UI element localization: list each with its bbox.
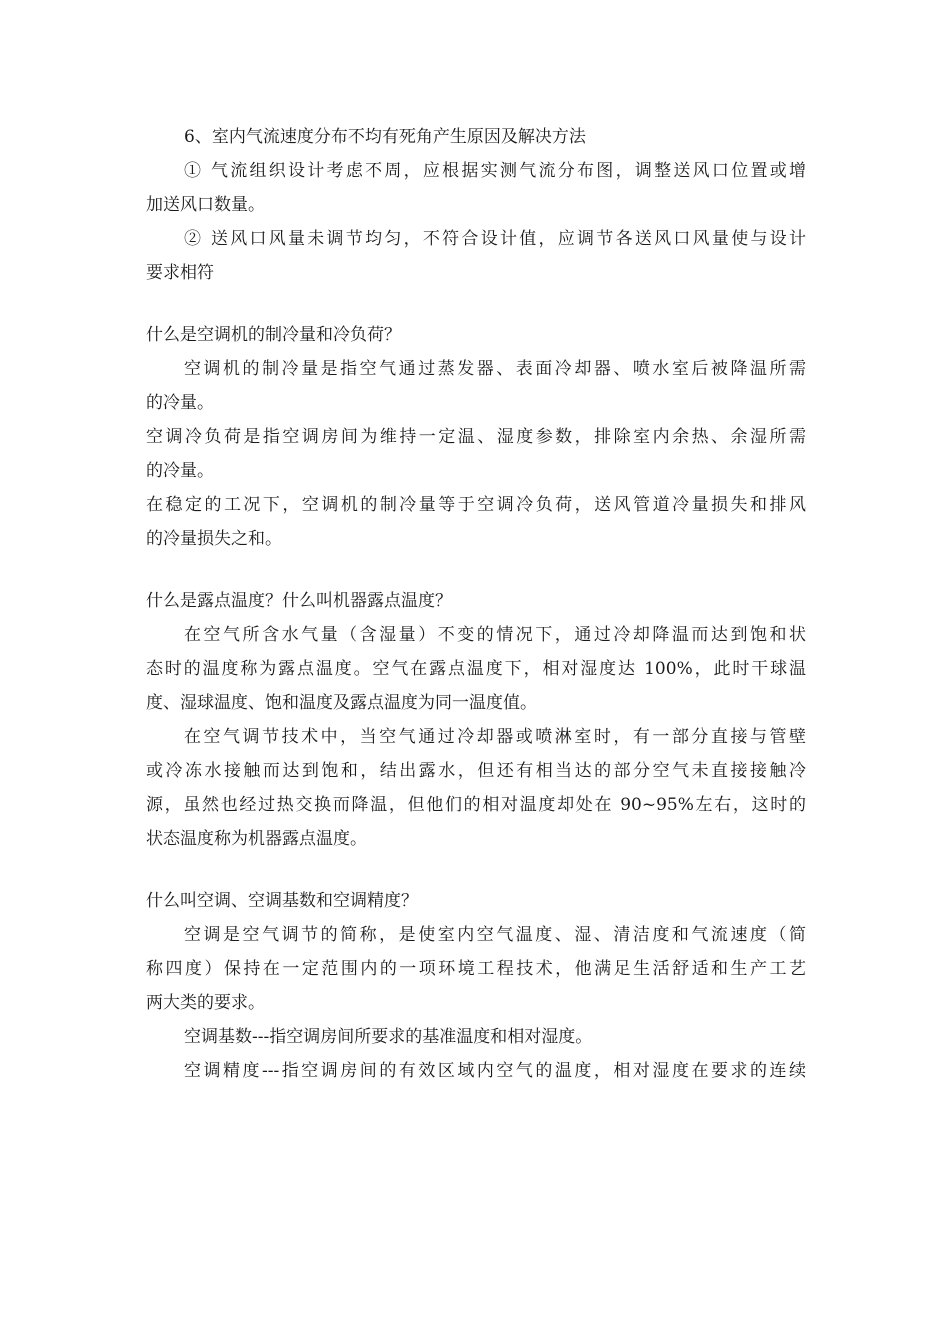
paragraph-line: 称四度）保持在一定范围内的一项环境工程技术，他满足生活舒适和生产工艺 (146, 959, 806, 979)
paragraph-line: 空调冷负荷是指空调房间为维持一定温、湿度参数，排除室内余热、余湿所需 (146, 427, 806, 447)
paragraph-line: 空调是空气调节的简称，是使室内空气温度、湿、清洁度和气流速度（简 (184, 925, 806, 945)
document-page (146, 120, 806, 1088)
paragraph-line: 的冷量损失之和。 (146, 529, 282, 549)
paragraph-line: 态时的温度称为露点温度。空气在露点温度下，相对湿度达 100%，此时干球温 (146, 659, 806, 679)
spacer (146, 856, 806, 884)
paragraph-line: 加送风口数量。 (146, 195, 265, 215)
paragraph-line: 空调精度---指空调房间的有效区域内空气的温度，相对湿度在要求的连续 (184, 1061, 806, 1081)
paragraph-line: 源，虽然也经过热交换而降温，但他们的相对温度却处在 90~95%左右，这时的 (146, 795, 806, 815)
paragraph-line: 空调基数---指空调房间所要求的基准温度和相对湿度。 (184, 1027, 593, 1047)
paragraph-line: 的冷量。 (146, 461, 214, 481)
paragraph-line: ① 气流组织设计考虑不周，应根据实测气流分布图，调整送风口位置或增 (184, 161, 806, 181)
paragraph-line: 的冷量。 (146, 393, 214, 413)
paragraph-line: 要求相符 (146, 263, 214, 283)
paragraph-line: 在空气所含水气量（含湿量）不变的情况下，通过冷却降温而达到饱和状 (184, 625, 806, 645)
paragraph-line: 度、湿球温度、饱和温度及露点温度为同一温度值。 (146, 693, 537, 713)
paragraph-line: 状态温度称为机器露点温度。 (146, 829, 367, 849)
spacer (146, 290, 806, 318)
paragraph-line: 或冷冻水接触而达到饱和，结出露水，但还有相当达的部分空气未直接接触冷 (146, 761, 806, 781)
question-heading: 什么是空调机的制冷量和冷负荷？ (146, 325, 401, 345)
spacer (146, 556, 806, 584)
paragraph-line: 两大类的要求。 (146, 993, 265, 1013)
paragraph-line: 空调机的制冷量是指空气通过蒸发器、表面冷却器、喷水室后被降温所需 (184, 359, 806, 379)
paragraph-line: ② 送风口风量未调节均匀，不符合设计值，应调节各送风口风量使与设计 (184, 229, 806, 249)
question-heading: 什么叫空调、空调基数和空调精度？ (146, 891, 418, 911)
paragraph-line: 在稳定的工况下，空调机的制冷量等于空调冷负荷，送风管道冷量损失和排风 (146, 495, 806, 515)
paragraph-line: 在空气调节技术中，当空气通过冷却器或喷淋室时，有一部分直接与管壁 (184, 727, 806, 747)
section-heading: 6、室内气流速度分布不均有死角产生原因及解决方法 (184, 127, 586, 147)
question-heading: 什么是露点温度？什么叫机器露点温度？ (146, 591, 452, 611)
